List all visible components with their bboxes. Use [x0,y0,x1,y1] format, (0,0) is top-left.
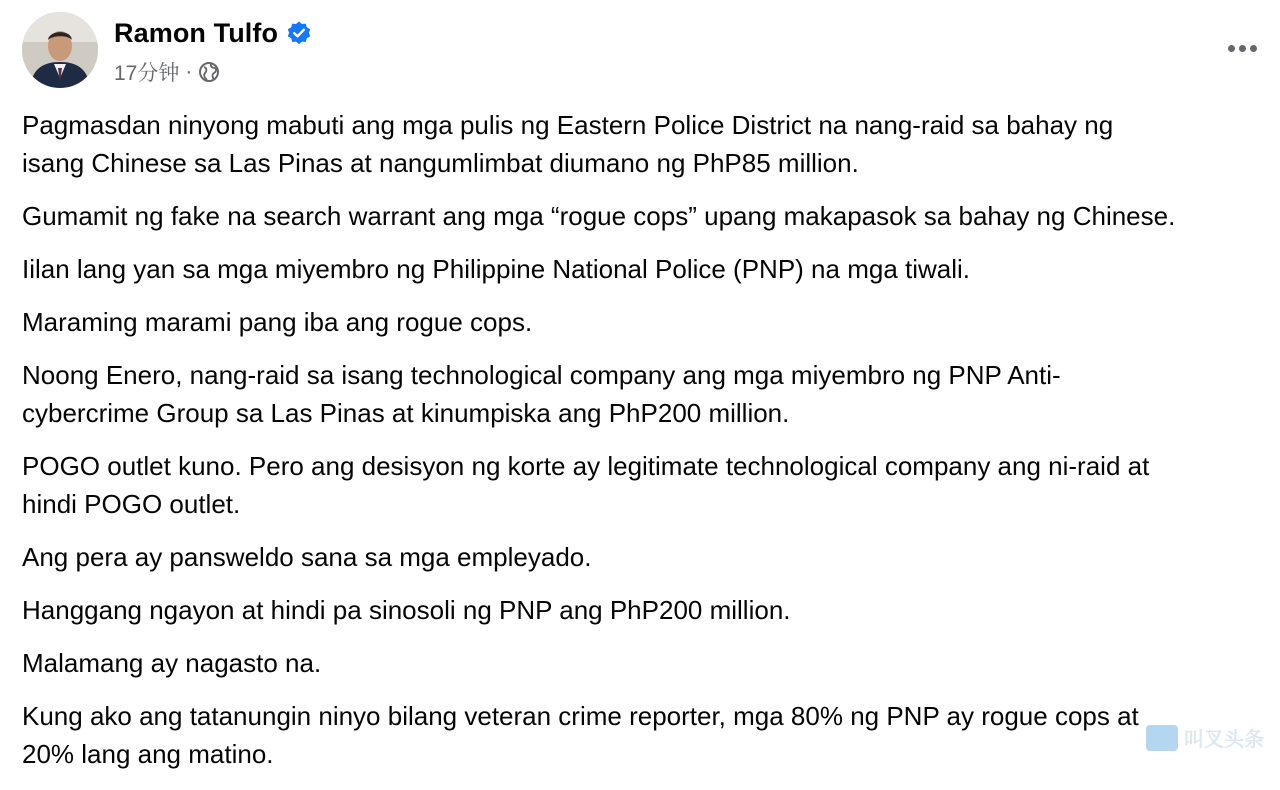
post-paragraph [22,303,1280,341]
globe-icon[interactable] [198,61,220,83]
post-paragraph [22,197,1280,235]
paragraph-line: Iilan lang yan sa mga miyembro ng Philippine National Police (PNP) na mga tiwali. [22,254,971,284]
paragraph-line: POGO outlet kuno. Pero ang desisyon ng korte ay legitimate technological company ang ni-raid at [22,451,1150,481]
more-horizontal-icon [1250,45,1257,52]
more-options-button[interactable] [1222,36,1262,60]
post-paragraph [22,591,1280,629]
meta-separator: · [185,60,193,83]
paragraph-line: Ang pera ay pansweldo sana sa mga empleyado. [22,542,592,572]
post-header [22,12,1262,92]
post-timestamp[interactable]: 17分钟 [114,62,180,85]
paragraph-line: Maraming marami pang iba ang rogue cops. [22,307,533,337]
paragraph-line: cybercrime Group sa Las Pinas at kinumpiska ang PhP200 million. [22,398,790,428]
paragraph-line: Noong Enero, nang-raid sa isang technological company ang mga miyembro ng PNP Anti- [22,360,1061,390]
verified-badge-icon [286,20,312,46]
author-name[interactable]: Ramon Tulfo [114,17,279,48]
paragraph-line: isang Chinese sa Las Pinas at nangumlimbat diumano ng PhP85 million. [22,148,859,178]
watermark [1146,723,1264,752]
paragraph-line: Gumamit ng fake na search warrant ang mga “rogue cops” upang makapasok sa bahay ng Chinese. [22,201,1176,231]
paragraph-line: Pagmasdan ninyong mabuti ang mga pulis ng Eastern Police District na nang-raid sa bahay ng [22,110,1114,140]
avatar-photo [22,12,98,88]
paragraph-line: hindi POGO outlet. [22,489,241,519]
paragraph-line: Kung ako ang tatanungin ninyo bilang veteran crime reporter, mga 80% ng PNP ay rogue cops at [22,701,1139,731]
more-horizontal-icon [1228,45,1235,52]
post-meta [114,58,220,86]
post-paragraph [22,106,1280,182]
post-paragraph [22,447,1280,523]
post-text [22,106,1280,788]
watermark-logo-icon [1146,725,1178,751]
post-paragraph [22,697,1280,773]
post-paragraph [22,356,1280,432]
more-horizontal-icon [1239,45,1246,52]
post-paragraph [22,538,1280,576]
post-paragraph [22,644,1280,682]
post-paragraph [22,250,1280,288]
author-name-row [114,16,312,50]
paragraph-line: Hanggang ngayon at hindi pa sinosoli ng PNP ang PhP200 million. [22,595,791,625]
paragraph-line: 20% lang ang matino. [22,739,274,769]
author-avatar[interactable] [22,12,98,88]
watermark-text: 叫叉头条 [1184,729,1264,751]
paragraph-line: Malamang ay nagasto na. [22,648,322,678]
